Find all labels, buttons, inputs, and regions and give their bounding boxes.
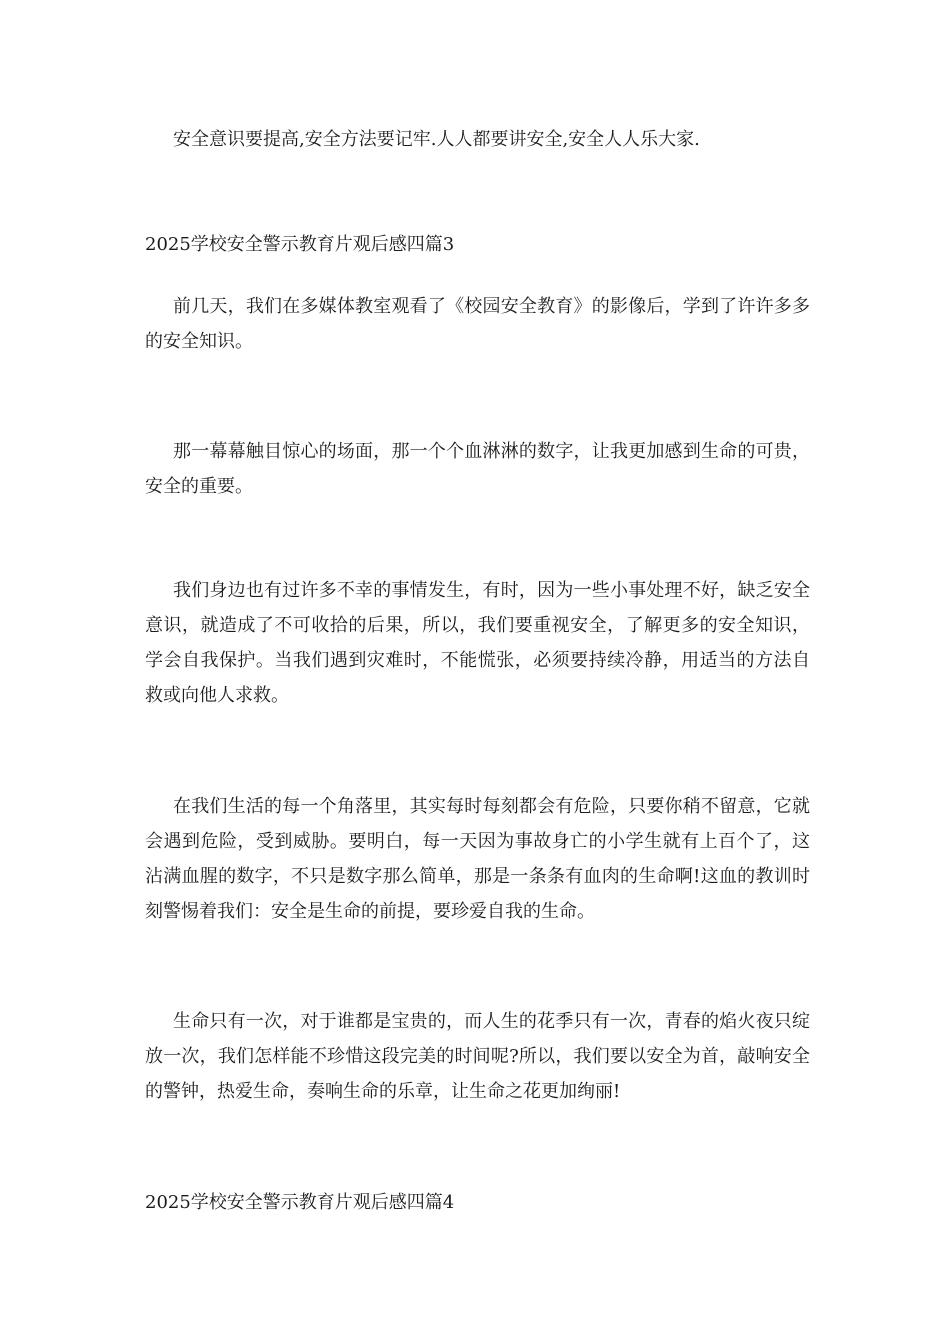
section-heading-3: 2025学校安全警示教育片观后感四篇3	[145, 234, 455, 255]
paragraph-2: 那一幕幕触目惊心的场面，那一个个血淋淋的数字，让我更加感到生命的可贵，安全的重要。	[145, 441, 810, 497]
paragraph-1: 前几天，我们在多媒体教室观看了《校园安全教育》的影像后，学到了许许多多的安全知识。	[145, 296, 810, 352]
paragraph-intro: 安全意识要提高,安全方法要记牢.人人都要讲安全,安全人人乐大家.	[173, 129, 700, 150]
paragraph-5: 生命只有一次，对于谁都是宝贵的，而人生的花季只有一次，青春的焰火夜只绽放一次，我们怎样能不珍惜这段完美的时间呢?所以，我们要以安全为首，敲响安全的警钟，热爱生命，奏响生命的乐章，让生命之花更加绚丽!	[145, 1011, 810, 1102]
paragraph-4: 在我们生活的每一个角落里，其实每时每刻都会有危险，只要你稍不留意，它就会遇到危险，受到威胁。要明白，每一天因为事故身亡的小学生就有上百个了，这沾满血腥的数字，不只是数字那么简单，那是一条条有血肉的生命啊!这血的教训时刻警惕着我们：安全是生命的前提，要珍爱自我的生命。	[145, 796, 810, 922]
section-heading-4: 2025学校安全警示教育片观后感四篇4	[145, 1192, 455, 1213]
paragraph-3: 我们身边也有过许多不幸的事情发生，有时，因为一些小事处理不好，缺乏安全意识，就造成了不可收拾的后果，所以，我们要重视安全，了解更多的安全知识，学会自我保护。当我们遇到灾难时，不能慌张，必须要持续冷静，用适当的方法自救或向他人求救。	[145, 580, 810, 706]
